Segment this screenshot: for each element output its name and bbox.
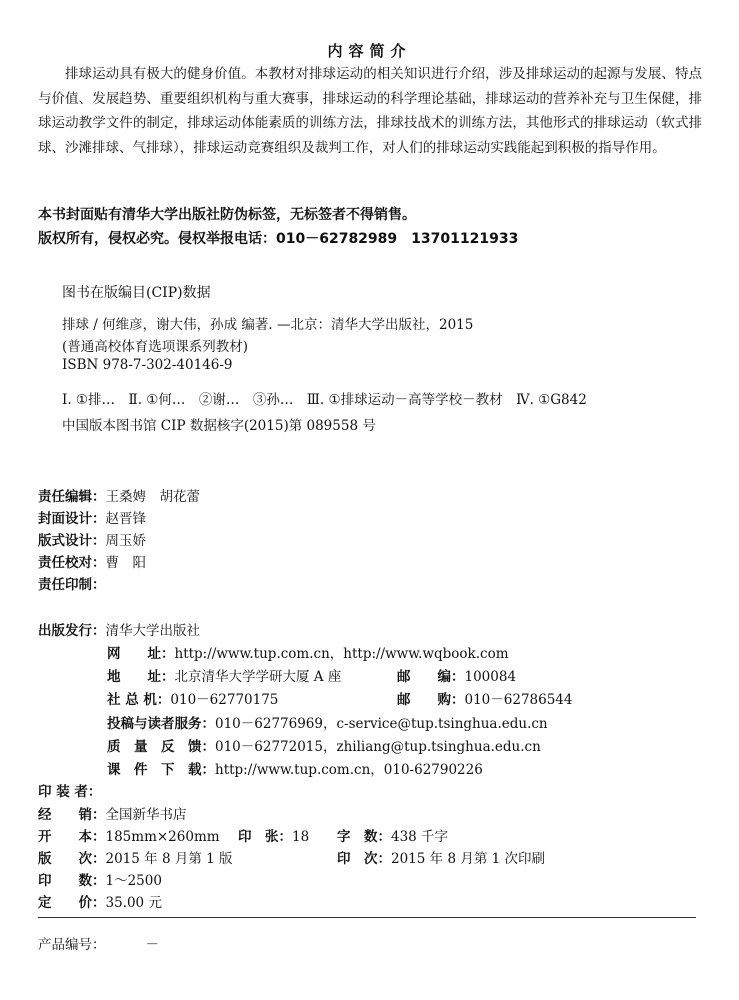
- staff-label: 责任校对：: [38, 555, 106, 571]
- price-row: [38, 891, 162, 911]
- switchboard-row: [107, 688, 278, 708]
- intro-paragraph: [38, 62, 702, 160]
- staff-row: [38, 551, 146, 571]
- impression-row: [337, 847, 545, 867]
- cip-isbn: ISBN 978-7-302-40146-9: [62, 357, 233, 373]
- address-row: [107, 665, 341, 685]
- zipcode-row: [397, 665, 516, 685]
- sheets-row: [238, 825, 309, 845]
- reader-service-label: 投稿与读者服务：: [107, 716, 215, 732]
- zipcode-value: 100084: [464, 669, 517, 685]
- sheets-label: 印 张：: [238, 829, 292, 845]
- printer-label: 印 装 者：: [38, 784, 102, 800]
- cip-line-1: 排球 / 何维彦，谢大伟，孙成 编著. —北京：清华大学出版社，2015: [62, 317, 474, 333]
- anti-counterfeit-notice: 本书封面贴有清华大学出版社防伪标签，无标签者不得销售。: [38, 207, 416, 223]
- cip-title: 图书在版编目(CIP)数据: [62, 285, 211, 301]
- format-row: [38, 825, 220, 845]
- switchboard-value: 010－62770175: [170, 692, 279, 708]
- copies-row: [38, 869, 162, 889]
- address-label: 地 址：: [107, 669, 175, 685]
- staff-value: 赵晋锋: [105, 511, 146, 527]
- courseware-row: [107, 758, 483, 778]
- divider: [38, 917, 696, 918]
- printer-row: [38, 780, 101, 800]
- switchboard-label: 社 总 机：: [107, 692, 171, 708]
- edition-value: 2015 年 8 月第 1 版: [105, 851, 233, 867]
- distributor-label: 经 销：: [38, 807, 106, 823]
- address-value: 北京清华大学学研大厦 A 座: [174, 669, 342, 685]
- cip-classification: Ⅰ. ①排… Ⅱ. ①何… ②谢… ③孙… Ⅲ. ①排球运动－高等学校－教材 Ⅳ. ①G842: [62, 392, 587, 408]
- quality-feedback-value: 010－62772015，zhiliang@tup.tsinghua.edu.cn: [215, 739, 541, 755]
- staff-row: [38, 507, 146, 527]
- publisher-row: [38, 619, 200, 639]
- reader-service-value: 010－62776969，c-service@tup.tsinghua.edu.cn: [215, 716, 548, 732]
- reader-service-row: [107, 712, 548, 732]
- cip-record-number: 中国版本图书馆 CIP 数据核字(2015)第 089558 号: [62, 418, 376, 434]
- impression-value: 2015 年 8 月第 1 次印刷: [391, 851, 545, 867]
- word-count-label: 字 数：: [337, 829, 391, 845]
- staff-row: [38, 573, 106, 593]
- staff-value: 王桑娉 胡花蕾: [105, 489, 200, 505]
- copies-label: 印 数：: [38, 873, 106, 889]
- intro-title: 内容简介: [327, 42, 412, 60]
- staff-row: [38, 485, 200, 505]
- mail-order-label: 邮 购：: [397, 692, 465, 708]
- price-label: 定 价：: [38, 895, 106, 911]
- publisher-label: 出版发行：: [38, 623, 106, 639]
- distributor-value: 全国新华书店: [105, 807, 187, 823]
- publisher-name: 清华大学出版社: [105, 623, 200, 639]
- format-label: 开 本：: [38, 829, 106, 845]
- word-count-value: 438 千字: [391, 829, 449, 845]
- product-code-value: －: [145, 937, 159, 953]
- staff-value: 周玉娇: [105, 533, 146, 549]
- quality-feedback-label: 质 量 反 馈：: [107, 739, 215, 755]
- website-row: [107, 642, 509, 662]
- word-count-row: [337, 825, 448, 845]
- staff-label: 责任印制：: [38, 577, 106, 593]
- courseware-label: 课 件 下 载：: [107, 762, 215, 778]
- staff-label: 责任编辑：: [38, 489, 106, 505]
- price-value: 35.00 元: [105, 895, 162, 911]
- website-label: 网 址：: [107, 646, 175, 662]
- format-value: 185mm×260mm: [105, 829, 220, 845]
- edition-row: [38, 847, 233, 867]
- courseware-value: http://www.tup.com.cn，010-62790226: [215, 762, 483, 778]
- mail-order-value: 010－62786544: [464, 692, 573, 708]
- quality-feedback-row: [107, 735, 541, 755]
- edition-label: 版 次：: [38, 851, 106, 867]
- cip-line-2: (普通高校体育选项课系列教材): [62, 339, 249, 355]
- distributor-row: [38, 803, 187, 823]
- staff-label: 版式设计：: [38, 533, 106, 549]
- website-value: http://www.tup.com.cn，http://www.wqbook.com: [174, 646, 509, 662]
- product-code-label: 产品编号：: [38, 937, 106, 953]
- mail-order-row: [397, 688, 572, 708]
- intro-text: 排球运动具有极大的健身价值。本教材对排球运动的相关知识进行介绍，涉及排球运动的起源与发展、特点与价值、发展趋势、重要组织机构与重大赛事，排球运动的科学理论基础，排球运动的营养补充与卫生保健，排球运动教学文件的制定，排球运动体能素质的训练方法，排球技战术的训练方法，其他形式的排球运动（软式排球、沙滩排球、气排球），排球运动竞赛组织及裁判工作，对人们的排球运动实践能起到积极的指导作用。: [38, 66, 702, 156]
- staff-row: [38, 529, 146, 549]
- staff-value: 曹 阳: [105, 555, 146, 571]
- sheets-value: 18: [292, 829, 310, 845]
- copyright-notice: 版权所有，侵权必究。侵权举报电话：010－62782989 13701121933: [38, 231, 519, 247]
- impression-label: 印 次：: [337, 851, 391, 867]
- copies-value: 1～2500: [105, 873, 162, 889]
- staff-label: 封面设计：: [38, 511, 106, 527]
- product-code-row: [38, 933, 159, 953]
- zipcode-label: 邮 编：: [397, 669, 465, 685]
